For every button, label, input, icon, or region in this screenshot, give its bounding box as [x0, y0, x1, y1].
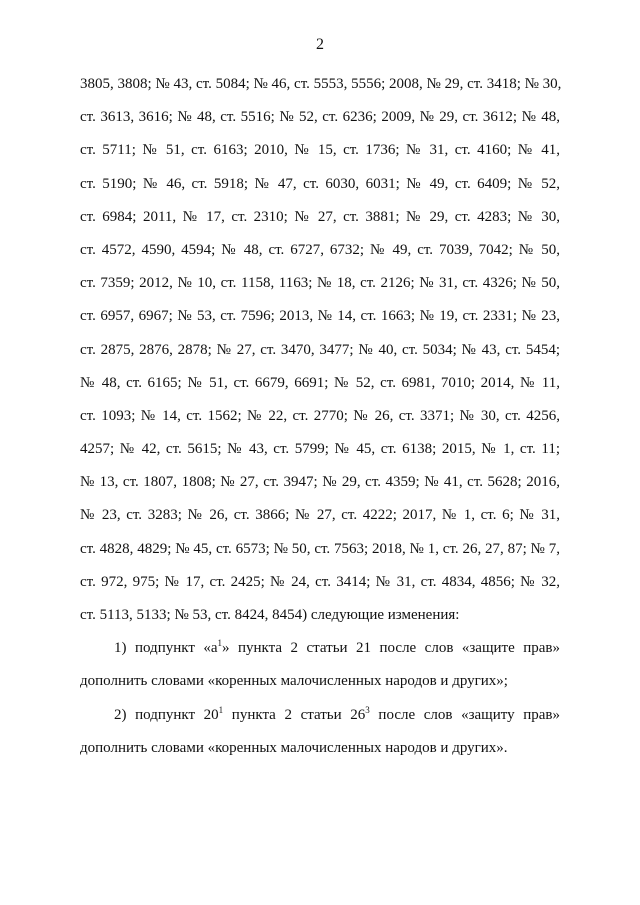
text-line: № 23, ст. 3283; № 26, ст. 3866; № 27, ст. 4222; 2017, № 1, ст. 6; № 31,: [80, 507, 560, 524]
item-2-line-1: [80, 699, 560, 732]
item-1-text-a: 1) подпункт «а: [114, 640, 218, 657]
text-line: ст. 5113, 5133; № 53, ст. 8424, 8454) следующие изменения:: [80, 607, 460, 623]
text-line: ст. 3613, 3616; № 48, ст. 5516; № 52, ст. 6236; 2009, № 29, ст. 3612; № 48,: [80, 109, 560, 126]
item-2-text-b: пункта 2 статьи 26: [223, 706, 366, 723]
item-1-line-2: дополнить словами «коренных малочисленных народов и других»;: [80, 673, 508, 690]
text-line: № 48, ст. 6165; № 51, ст. 6679, 6691; № 52, ст. 6981, 7010; 2014, № 11,: [80, 374, 560, 391]
text-line: ст. 1093; № 14, ст. 1562; № 22, ст. 2770; № 26, ст. 3371; № 30, ст. 4256,: [80, 407, 560, 424]
item-2-line-2: дополнить словами «коренных малочисленных народов и других».: [80, 739, 508, 756]
text-line: 4257; № 42, ст. 5615; № 43, ст. 5799; № 45, ст. 6138; 2015, № 1, ст. 11;: [80, 441, 560, 458]
text-line: ст. 5190; № 46, ст. 5918; № 47, ст. 6030, 6031; № 49, ст. 6409; № 52,: [80, 175, 560, 192]
page-number: 2: [316, 36, 324, 53]
document-body: [80, 68, 560, 765]
text-line: ст. 4828, 4829; № 45, ст. 6573; № 50, ст. 7563; 2018, № 1, ст. 26, 27, 87; № 7,: [80, 540, 560, 557]
item-2-superscript-1: 1: [218, 704, 224, 715]
text-line: ст. 7359; 2012, № 10, ст. 1158, 1163; № 18, ст. 2126; № 31, ст. 4326; № 50,: [80, 275, 560, 292]
text-line: ст. 5711; № 51, ст. 6163; 2010, № 15, ст. 1736; № 31, ст. 4160; № 41,: [80, 142, 560, 159]
text-line: ст. 4572, 4590, 4594; № 48, ст. 6727, 6732; № 49, ст. 7039, 7042; № 50,: [80, 241, 560, 258]
text-line: ст. 2875, 2876, 2878; № 27, ст. 3470, 3477; № 40, ст. 5034; № 43, ст. 5454;: [80, 341, 560, 358]
item-1-superscript: 1: [217, 638, 223, 649]
item-1-text-b: » пункта 2 статьи 21 после слов «защите прав»: [222, 640, 560, 657]
text-line: ст. 972, 975; № 17, ст. 2425; № 24, ст. 3414; № 31, ст. 4834, 4856; № 32,: [80, 573, 560, 590]
item-1-line-1: [80, 632, 560, 665]
item-2-text-c: после слов «защиту прав»: [369, 706, 560, 723]
text-line: ст. 6984; 2011, № 17, ст. 2310; № 27, ст. 3881; № 29, ст. 4283; № 30,: [80, 208, 560, 225]
item-2-text-a: 2) подпункт 20: [114, 706, 219, 723]
text-line: ст. 6957, 6967; № 53, ст. 7596; 2013, № 14, ст. 1663; № 19, ст. 2331; № 23,: [80, 308, 560, 325]
text-line: 3805, 3808; № 43, ст. 5084; № 46, ст. 5553, 5556; 2008, № 29, ст. 3418; № 30,: [80, 76, 562, 92]
item-2-superscript-2: 3: [365, 704, 370, 715]
text-line: № 13, ст. 1807, 1808; № 27, ст. 3947; № 29, ст. 4359; № 41, ст. 5628; 2016,: [80, 474, 560, 491]
